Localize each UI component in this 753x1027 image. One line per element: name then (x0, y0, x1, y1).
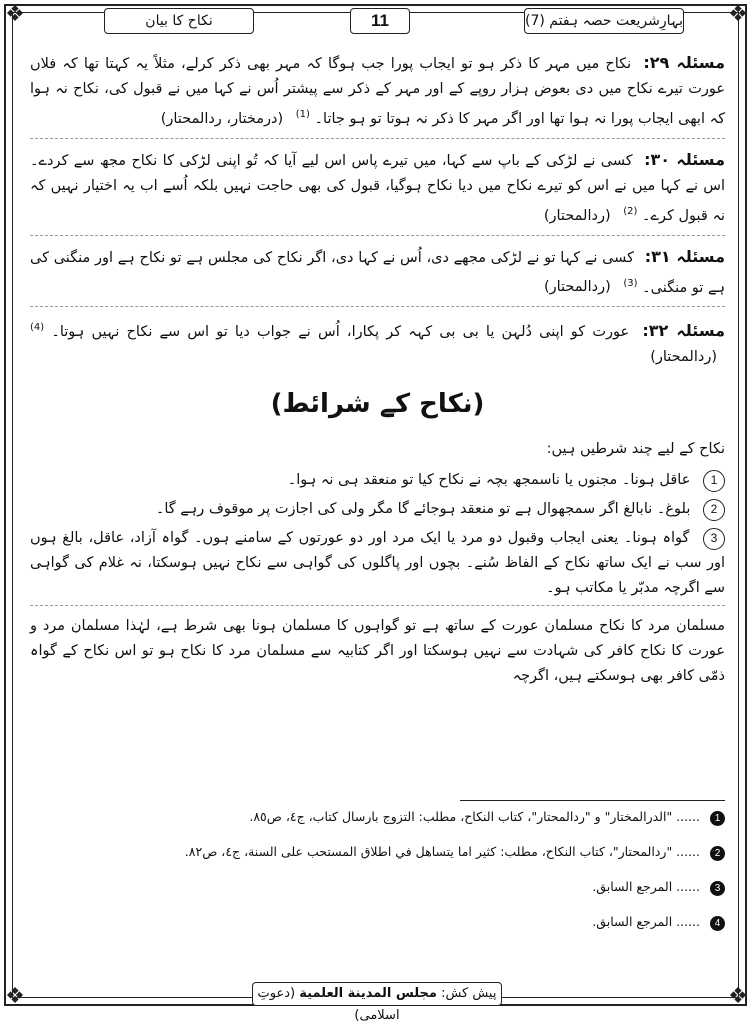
conditions-intro: نکاح کے لیے چند شرطیں ہیں: (546, 441, 725, 458)
divider (30, 138, 725, 139)
footnote-mark: (3) (623, 277, 638, 289)
main-content (30, 50, 725, 695)
masala-paragraph (30, 147, 725, 229)
footnote-mark: (2) (623, 205, 638, 217)
footnote-text: ...... المرجع السابق. (592, 879, 701, 894)
section-title: (نکاح کے شرائط) (270, 389, 485, 420)
footnote-mark: (1) (295, 109, 310, 120)
condition-number: 2 (703, 499, 725, 521)
chapter-title: نکاح کا بیان (104, 8, 254, 34)
masala-text: کسی نے لڑکی کے باپ سے کہا، میں تیرے پاس اس لیے آیا کہ تُو اپنی لڑکی کا نکاح مجھ سے کردے۔ اس نے کہا میں نے اس کو تیرے نکاح میں دیا نکاح ہوگیا، قبول کی بھی حاجت نہیں بلکہ اُسے اب یہ اختیار نہیں کہ نہ قبول کرے۔ (30, 152, 725, 224)
publisher-name: مجلس المدينة العلمية (299, 986, 437, 1001)
masala-paragraph (30, 50, 725, 132)
condition-text: گواہ ہونا۔ یعنی ایجاب وقبول دو مرد یا ایک مرد اور دو عورتوں کے سامنے ہوں۔ گواہ آزاد، عاقل، بالغ ہوں اور سب نے ایک ساتھ نکاح کے الفاظ سُنے۔ بچوں اور پاگلوں کی گواہی سے نکاح نہیں ہوسکتا، نہ غلام کی گواہی سے اگرچہ مدبّر یا مکاتب ہو۔ (30, 530, 725, 597)
masala-text: نکاح میں مہر کا ذکر ہو تو ایجاب پورا جب ہوگا کہ مہر بھی ذکر کرلے، مثلاً یہ کہتا تھا کہ فلاں عورت تیرے نکاح میں دی بعوض ہزار روپے کے اور مہر کے ذکر سے پیشتر اُس نے کہا میں نے قبول کی، نکاح نہ ہوا کہ ابھی ایجاب پورا نہ ہوا تھا اور اگر مہر کا ذکر نہ ہوتا تو ہو جاتا۔ (30, 56, 725, 127)
condition-number: 1 (703, 470, 725, 492)
masala-label: مسئلہ ۲۹: (643, 53, 725, 72)
divider (30, 306, 725, 307)
condition-text: بلوغ۔ نابالغ اگر سمجھوال ہے تو منعقد ہوجائے گا مگر ولی کی اجازت پر موقوف رہے گا۔ (155, 501, 691, 518)
footer-suffix: (دعوتِ اسلامی) (257, 986, 400, 1023)
corner-ornament-icon: ❖ (5, 2, 25, 27)
corner-ornament-icon: ❖ (5, 984, 25, 1009)
footnote-item (30, 843, 725, 861)
condition-item (30, 526, 725, 601)
section-heading (30, 389, 725, 421)
reference-text: (ردالمحتار) (650, 349, 717, 366)
masala-label: مسئلہ ۳۱: (644, 246, 725, 266)
footnote-mark: (4) (30, 322, 45, 334)
footnote-item (30, 808, 725, 826)
reference-text: (درمختار، ردالمحتار) (160, 110, 284, 127)
footnote-number: 2 (710, 846, 725, 861)
condition-item (30, 468, 725, 493)
footnote-number: 3 (710, 881, 725, 896)
masala-paragraph (30, 315, 725, 370)
book-title: بہارِشریعت حصہ ہفتم (7) (524, 8, 684, 34)
divider (30, 605, 725, 606)
footnote-text: ...... "ردالمحتار"، كتاب النكاح، مطلب: كثير اما يتساهل في اطلاق المستحب على السنة، ج٤، ص٨٢. (184, 844, 701, 859)
divider (30, 235, 725, 236)
condition-number: 3 (703, 528, 725, 550)
reference-text: (ردالمحتار) (543, 279, 611, 296)
masala-label: مسئلہ ۳۲: (642, 321, 726, 341)
masala-label: مسئلہ ۳۰: (644, 149, 725, 169)
footnote-item (30, 913, 725, 931)
footnote-number: 1 (710, 811, 725, 826)
page-number: 11 (350, 8, 410, 34)
page-footer (252, 982, 502, 1023)
condition-text: عاقل ہونا۔ مجنوں یا ناسمجھ بچہ نے نکاح کیا تو منعقد ہی نہ ہوا۔ (287, 472, 691, 489)
masala-paragraph (30, 244, 725, 301)
page-header (24, 8, 729, 36)
masala-text: کسی نے کہا تو نے لڑکی مجھے دی، اُس نے کہا دی، اگر نکاح کی مجلس ہے تو نکاح ہے اور منگنی کی ہے تو منگنی۔ (30, 249, 725, 296)
corner-ornament-icon: ❖ (728, 2, 748, 27)
closing-paragraph: مسلمان مرد کا نکاح مسلمان عورت کے ساتھ ہے تو گواہوں کا مسلمان ہونا بھی شرط ہے، لہٰذا مسلمان مرد و عورت کا نکاح کافر کی شہادت سے نہیں ہوسکتا اور اگر کتابیہ سے مسلمان مرد کا نکاح ہو تو اس نکاح کے گواہ ذمّی کافر بھی ہوسکتے ہیں، اگرچہ (30, 618, 725, 685)
condition-item (30, 497, 725, 522)
masala-text: عورت کو اپنی دُلہن یا بی بی کہہ کر پکارا، اُس نے جواب دیا تو اس سے نکاح نہیں ہوتا۔ (51, 324, 630, 341)
footnote-separator (460, 800, 725, 801)
corner-ornament-icon: ❖ (728, 984, 748, 1009)
footnote-item (30, 878, 725, 896)
footnotes (30, 808, 725, 948)
footer-prefix: پیش کش: (441, 986, 497, 1001)
footnote-text: ...... المرجع السابق. (592, 914, 701, 929)
footnote-number: 4 (710, 916, 725, 931)
reference-text: (ردالمحتار) (543, 207, 611, 224)
footnote-text: ...... "الدرالمختار" و "ردالمحتار"، كتاب النكاح، مطلب: التزوج بارسال كتاب، ج٤، ص٨٥. (249, 809, 701, 824)
